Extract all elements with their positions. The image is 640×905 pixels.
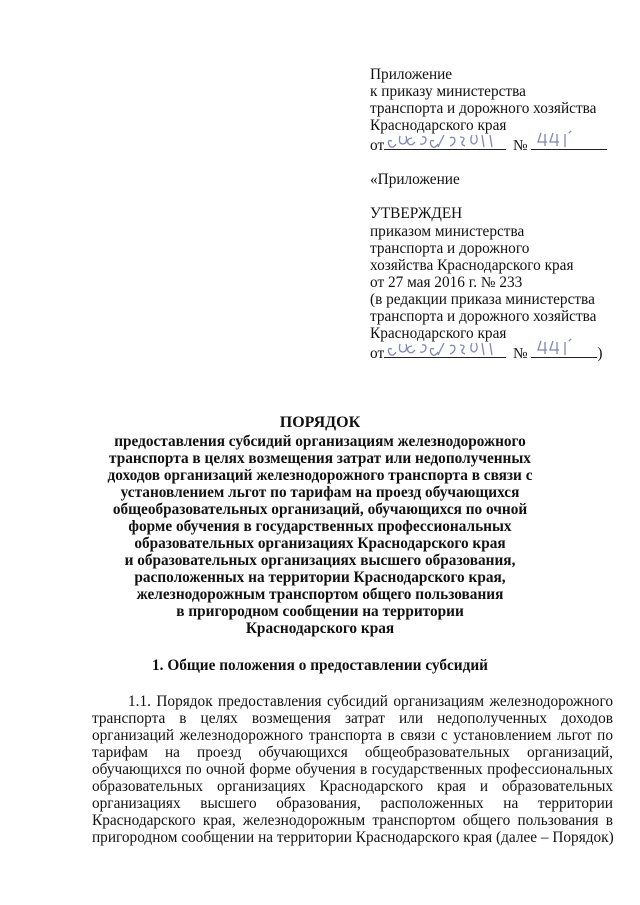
- section-heading-text: 1. Общие положения о предоставлении субсидий: [152, 657, 488, 674]
- title-line: предоставления субсидий организациям железнодорожного: [114, 433, 526, 450]
- handwritten-number: [533, 337, 593, 359]
- title-line: форме обучения в государственных профессиональных: [128, 518, 512, 535]
- appendix-header: [370, 66, 607, 154]
- approval-line: от 27 мая 2016 г. № 233: [370, 274, 523, 291]
- approved-label: УТВЕРЖДЕН: [370, 205, 463, 222]
- paragraph-line: тарифам на проезд обучающихся общеобразовательных организаций,: [92, 744, 613, 761]
- title-line: образовательных организациях Краснодарского края: [134, 535, 506, 552]
- appendix-line: транспорта и дорожного хозяйства: [370, 100, 597, 117]
- paragraph-line: организациях высшего образования, расположенных на территории: [92, 795, 613, 812]
- approval-line: транспорта и дорожного хозяйства: [370, 308, 597, 325]
- paragraph-line: 1.1. Порядок предоставления субсидий организациям железнодорожного: [128, 693, 613, 710]
- approval-block: [370, 171, 603, 362]
- approval-line: транспорта и дорожного: [370, 240, 530, 257]
- approval-line: приказом министерства: [370, 223, 525, 240]
- title-line: доходов организаций железнодорожного транспорта в связи с: [107, 467, 533, 484]
- paragraph-line: обучающихся по очной форме обучения в государственных профессиональных: [92, 761, 613, 778]
- closing-paren: ): [597, 345, 603, 362]
- number-prefix: №: [512, 345, 528, 362]
- title-line: установлением льгот по тарифам на проезд обучающихся: [120, 484, 520, 501]
- title-line: общеобразовательных организаций, обучающихся по очной: [112, 501, 528, 518]
- handwritten-date: [386, 129, 506, 151]
- title-heading: ПОРЯДОК: [279, 414, 361, 431]
- number-field: [531, 135, 607, 150]
- paragraph-line: Краснодарского края, железнодорожным транспортом общего пользования в: [92, 812, 613, 829]
- date-field: [384, 343, 506, 358]
- approval-line: (в редакции приказа министерства: [370, 291, 595, 308]
- date-field: [384, 135, 506, 150]
- document-title: [60, 414, 580, 637]
- section-heading: [60, 657, 580, 674]
- approval-opening: «Приложение: [370, 171, 460, 188]
- title-line: расположенных на территории Краснодарского края,: [134, 569, 506, 586]
- date-prefix: от: [370, 137, 385, 154]
- number-prefix: №: [512, 137, 528, 154]
- title-line: и образовательных организациях высшего образования,: [124, 552, 516, 569]
- handwritten-date: [386, 337, 506, 359]
- appendix-line: Краснодарского края: [370, 117, 507, 134]
- paragraph-1-1: [92, 693, 613, 846]
- number-field: [531, 343, 597, 358]
- appendix-date-number-line: [370, 135, 607, 154]
- paragraph-line: транспорта в целях возмещения затрат или недополученных доходов: [92, 710, 613, 727]
- paragraph-line: образовательных организациях Краснодарского края и образовательных: [92, 778, 613, 795]
- date-prefix: от: [370, 345, 385, 362]
- paragraph-line: организаций железнодорожного транспорта в связи с установлением льгот по: [92, 727, 613, 744]
- title-line: железнодорожным транспортом общего пользования: [136, 586, 504, 603]
- title-line: в пригородном сообщении на территории: [176, 603, 464, 620]
- approval-line: Краснодарского края: [370, 325, 507, 342]
- handwritten-number: [533, 129, 593, 151]
- appendix-line: к приказу министерства: [370, 83, 526, 100]
- title-line: Краснодарского края: [245, 620, 395, 637]
- title-line: транспорта в целях возмещения затрат или недополученных: [109, 450, 531, 467]
- approval-line: хозяйства Краснодарского края: [370, 257, 574, 274]
- appendix-line: Приложение: [370, 66, 453, 83]
- approval-date-number-line: [370, 343, 603, 362]
- paragraph-line: пригородном сообщении на территории Краснодарского края (далее – Порядок): [92, 829, 614, 846]
